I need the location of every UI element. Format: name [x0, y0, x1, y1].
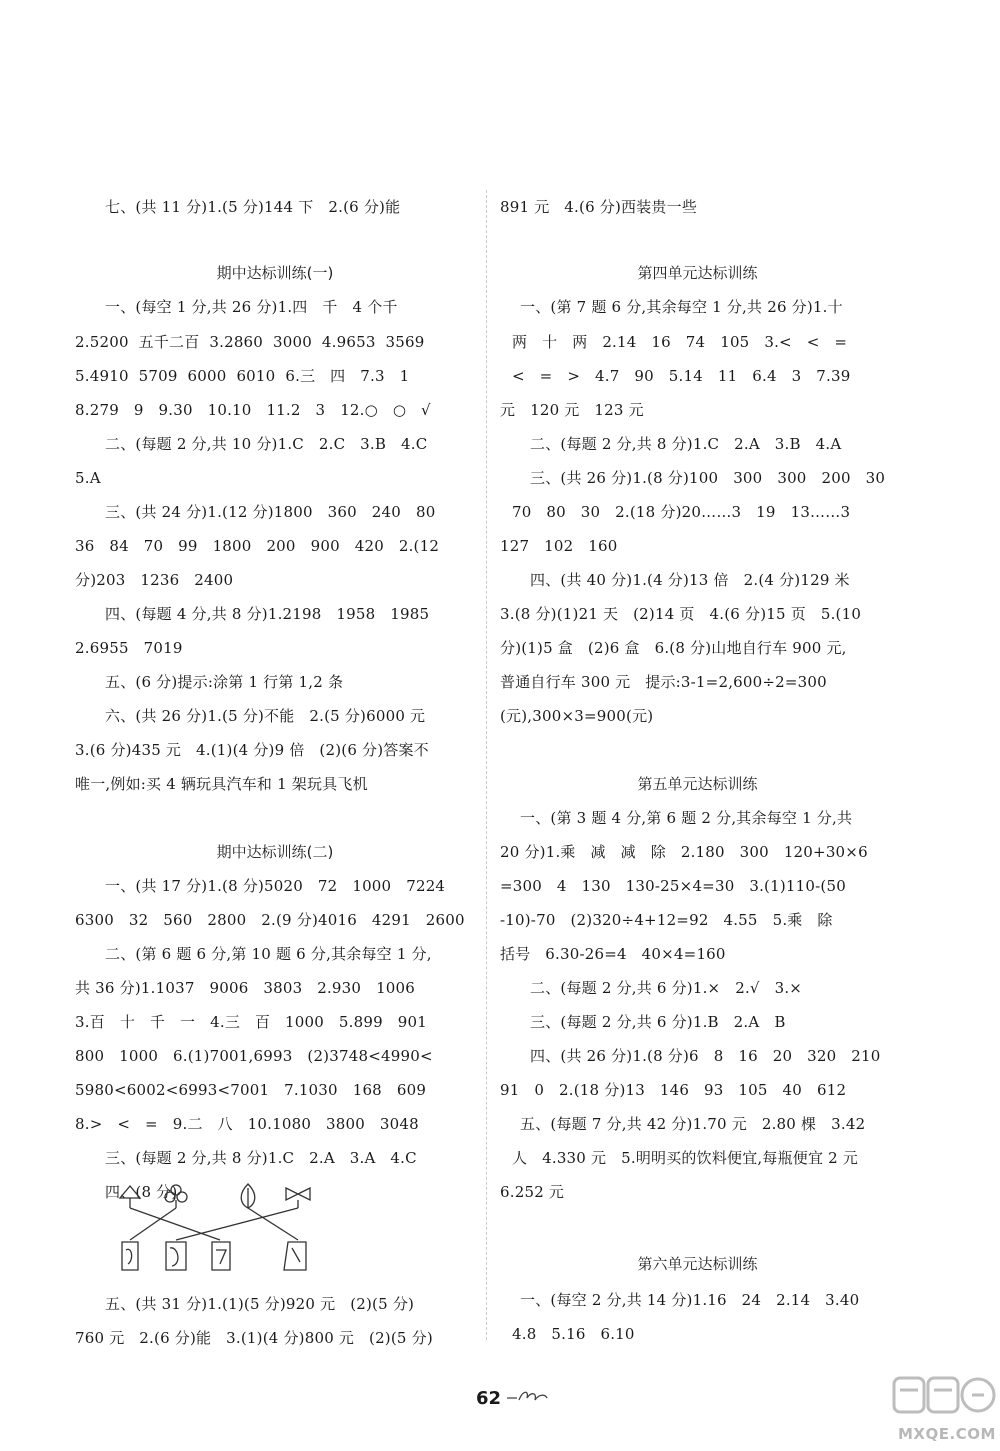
answer-line: 一、(第 3 题 4 分,第 6 题 2 分,其余每空 1 分,共 [520, 809, 853, 827]
answer-line: 36 84 70 99 1800 200 900 420 2.(12 [75, 537, 440, 555]
answer-line: 普通自行车 300 元 提示:3-1=2,600÷2=300 [500, 673, 827, 691]
watermark-text: MXQE.COM [898, 1425, 996, 1443]
answer-line: 五、(6 分)提示:涂第 1 行第 1,2 条 [105, 673, 344, 691]
page-number: 62 [476, 1388, 502, 1409]
answer-line: 二、(每题 2 分,共 10 分)1.C 2.C 3.B 4.C [105, 435, 428, 453]
gift-box-icon [120, 1186, 140, 1208]
answer-line: 二、(每题 2 分,共 6 分)1.× 2.√ 3.× [530, 979, 803, 997]
answer-line: 8.> < = 9.二 八 10.1080 3800 3048 [75, 1115, 419, 1133]
answer-line: < = > 4.7 90 5.14 11 6.4 3 7.39 [512, 367, 851, 385]
answer-line: 共 36 分)1.1037 9006 3803 2.930 1006 [75, 979, 416, 997]
answer-line: 一、(每空 2 分,共 14 分)1.16 24 2.14 3.40 [520, 1291, 860, 1309]
answer-line: 三、(共 24 分)1.(12 分)1800 360 240 80 [105, 503, 436, 521]
answer-line: 四、(每题 4 分,共 8 分)1.2198 1958 1985 [105, 605, 430, 623]
answer-line: =300 4 130 130-25×4=30 3.(1)110-(50 [500, 877, 846, 895]
answer-line: 6300 32 560 2800 2.(9 分)4016 4291 2600 [75, 911, 465, 929]
shape-silhouette-icon [212, 1242, 230, 1270]
answer-line: 元 120 元 123 元 [500, 401, 644, 419]
section-title-unit-5: 第五单元达标训练 [637, 775, 758, 793]
answer-line: 三、(每题 2 分,共 6 分)1.B 2.A B [530, 1013, 786, 1031]
leaf-icon [241, 1184, 255, 1208]
answer-line: -10)-70 (2)320÷4+12=92 4.55 5.乘 除 [500, 911, 833, 929]
answer-line: 760 元 2.(6 分)能 3.(1)(4 分)800 元 (2)(5 分) [75, 1329, 433, 1347]
answer-line: 四、(共 26 分)1.(8 分)6 8 16 20 320 210 [530, 1047, 881, 1065]
answer-line: 两 十 两 2.14 16 74 105 3.< < = [512, 333, 848, 351]
answer-line: 3.(8 分)(1)21 天 (2)14 页 4.(6 分)15 页 5.(10 [500, 605, 862, 623]
answer-line: 800 1000 6.(1)7001,6993 (2)3748<4990< [75, 1047, 433, 1065]
flourish-icon [505, 1386, 549, 1406]
answer-line: 分)203 1236 2400 [75, 571, 234, 589]
answer-line: 3.(6 分)435 元 4.(1)(4 分)9 倍 (2)(6 分)答案不 [75, 741, 429, 759]
section-title-unit-6: 第六单元达标训练 [637, 1255, 758, 1273]
answer-line: 人 4.330 元 5.明明买的饮料便宜,每瓶便宜 2 元 [512, 1149, 859, 1167]
answer-line: 五、(每题 7 分,共 42 分)1.70 元 2.80 棵 3.42 [520, 1115, 866, 1133]
section-title-midterm-1: 期中达标训练(一) [216, 264, 334, 282]
answer-line: 四、(8 分) [105, 1183, 178, 1201]
answer-line: 一、(共 17 分)1.(8 分)5020 72 1000 7224 [105, 877, 446, 895]
answer-line: 2.6955 7019 [75, 639, 183, 657]
answer-line: 5980<6002<6993<7001 7.1030 168 609 [75, 1081, 427, 1099]
shape-silhouette-icon [122, 1242, 138, 1270]
answer-line: 891 元 4.(6 分)西装贵一些 [500, 198, 698, 216]
answer-line: 唯一,例如:买 4 辆玩具汽车和 1 架玩具飞机 [75, 775, 368, 793]
answer-line: 七、(共 11 分)1.(5 分)144 下 2.(6 分)能 [105, 198, 401, 216]
answer-line: 一、(第 7 题 6 分,其余每空 1 分,共 26 分)1.十 [520, 298, 843, 316]
column-divider [486, 190, 487, 1340]
answer-line: 20 分)1.乘 减 减 除 2.180 300 120+30×6 [500, 843, 868, 861]
section-title-midterm-2: 期中达标训练(二) [216, 843, 334, 861]
answer-line: 三、(共 26 分)1.(8 分)100 300 300 200 30 [530, 469, 886, 487]
answer-line: 4.8 5.16 6.10 [512, 1325, 635, 1343]
answer-line: 一、(每空 1 分,共 26 分)1.四 千 4 个千 [105, 298, 398, 316]
answer-line: 括号 6.30-26=4 40×4=160 [500, 945, 726, 963]
clover-icon [165, 1185, 187, 1208]
answer-line: 6.252 元 [500, 1183, 565, 1201]
answer-line: (元),300×3=900(元) [500, 707, 654, 725]
answer-line: 3.百 十 千 一 4.三 百 1000 5.899 901 [75, 1013, 428, 1031]
answer-line: 五、(共 31 分)1.(1)(5 分)920 元 (2)(5 分) [105, 1295, 415, 1313]
answer-line: 8.279 9 9.30 10.10 11.2 3 12.○ ○ √ [75, 401, 431, 419]
answer-line: 三、(每题 2 分,共 8 分)1.C 2.A 3.A 4.C [105, 1149, 417, 1167]
answer-line: 二、(第 6 题 6 分,第 10 题 6 分,其余每空 1 分, [105, 945, 432, 963]
answer-line: 六、(共 26 分)1.(5 分)不能 2.(5 分)6000 元 [105, 707, 426, 725]
answer-line: 5.A [75, 469, 101, 487]
answer-line: 二、(每题 2 分,共 8 分)1.C 2.A 3.B 4.A [530, 435, 842, 453]
bow-icon [286, 1188, 310, 1208]
answer-line: 91 0 2.(18 分)13 146 93 105 40 612 [500, 1081, 847, 1099]
matching-diagram [108, 1180, 318, 1275]
answer-line: 分)(1)5 盒 (2)6 盒 6.(8 分)山地自行车 900 元, [500, 639, 847, 657]
answer-line: 5.4910 5709 6000 6010 6.三 四 7.3 1 [75, 367, 410, 385]
answer-line: 四、(共 40 分)1.(4 分)13 倍 2.(4 分)129 米 [530, 571, 850, 589]
shape-silhouette-icon [166, 1242, 186, 1270]
answer-line: 127 102 160 [500, 537, 618, 555]
answer-line: 70 80 30 2.(18 分)20……3 19 13……3 [512, 503, 851, 521]
shape-silhouette-icon [284, 1242, 306, 1270]
section-title-unit-4: 第四单元达标训练 [637, 264, 758, 282]
answer-line: 2.5200 五千二百 3.2860 3000 4.9653 3569 [75, 333, 425, 351]
